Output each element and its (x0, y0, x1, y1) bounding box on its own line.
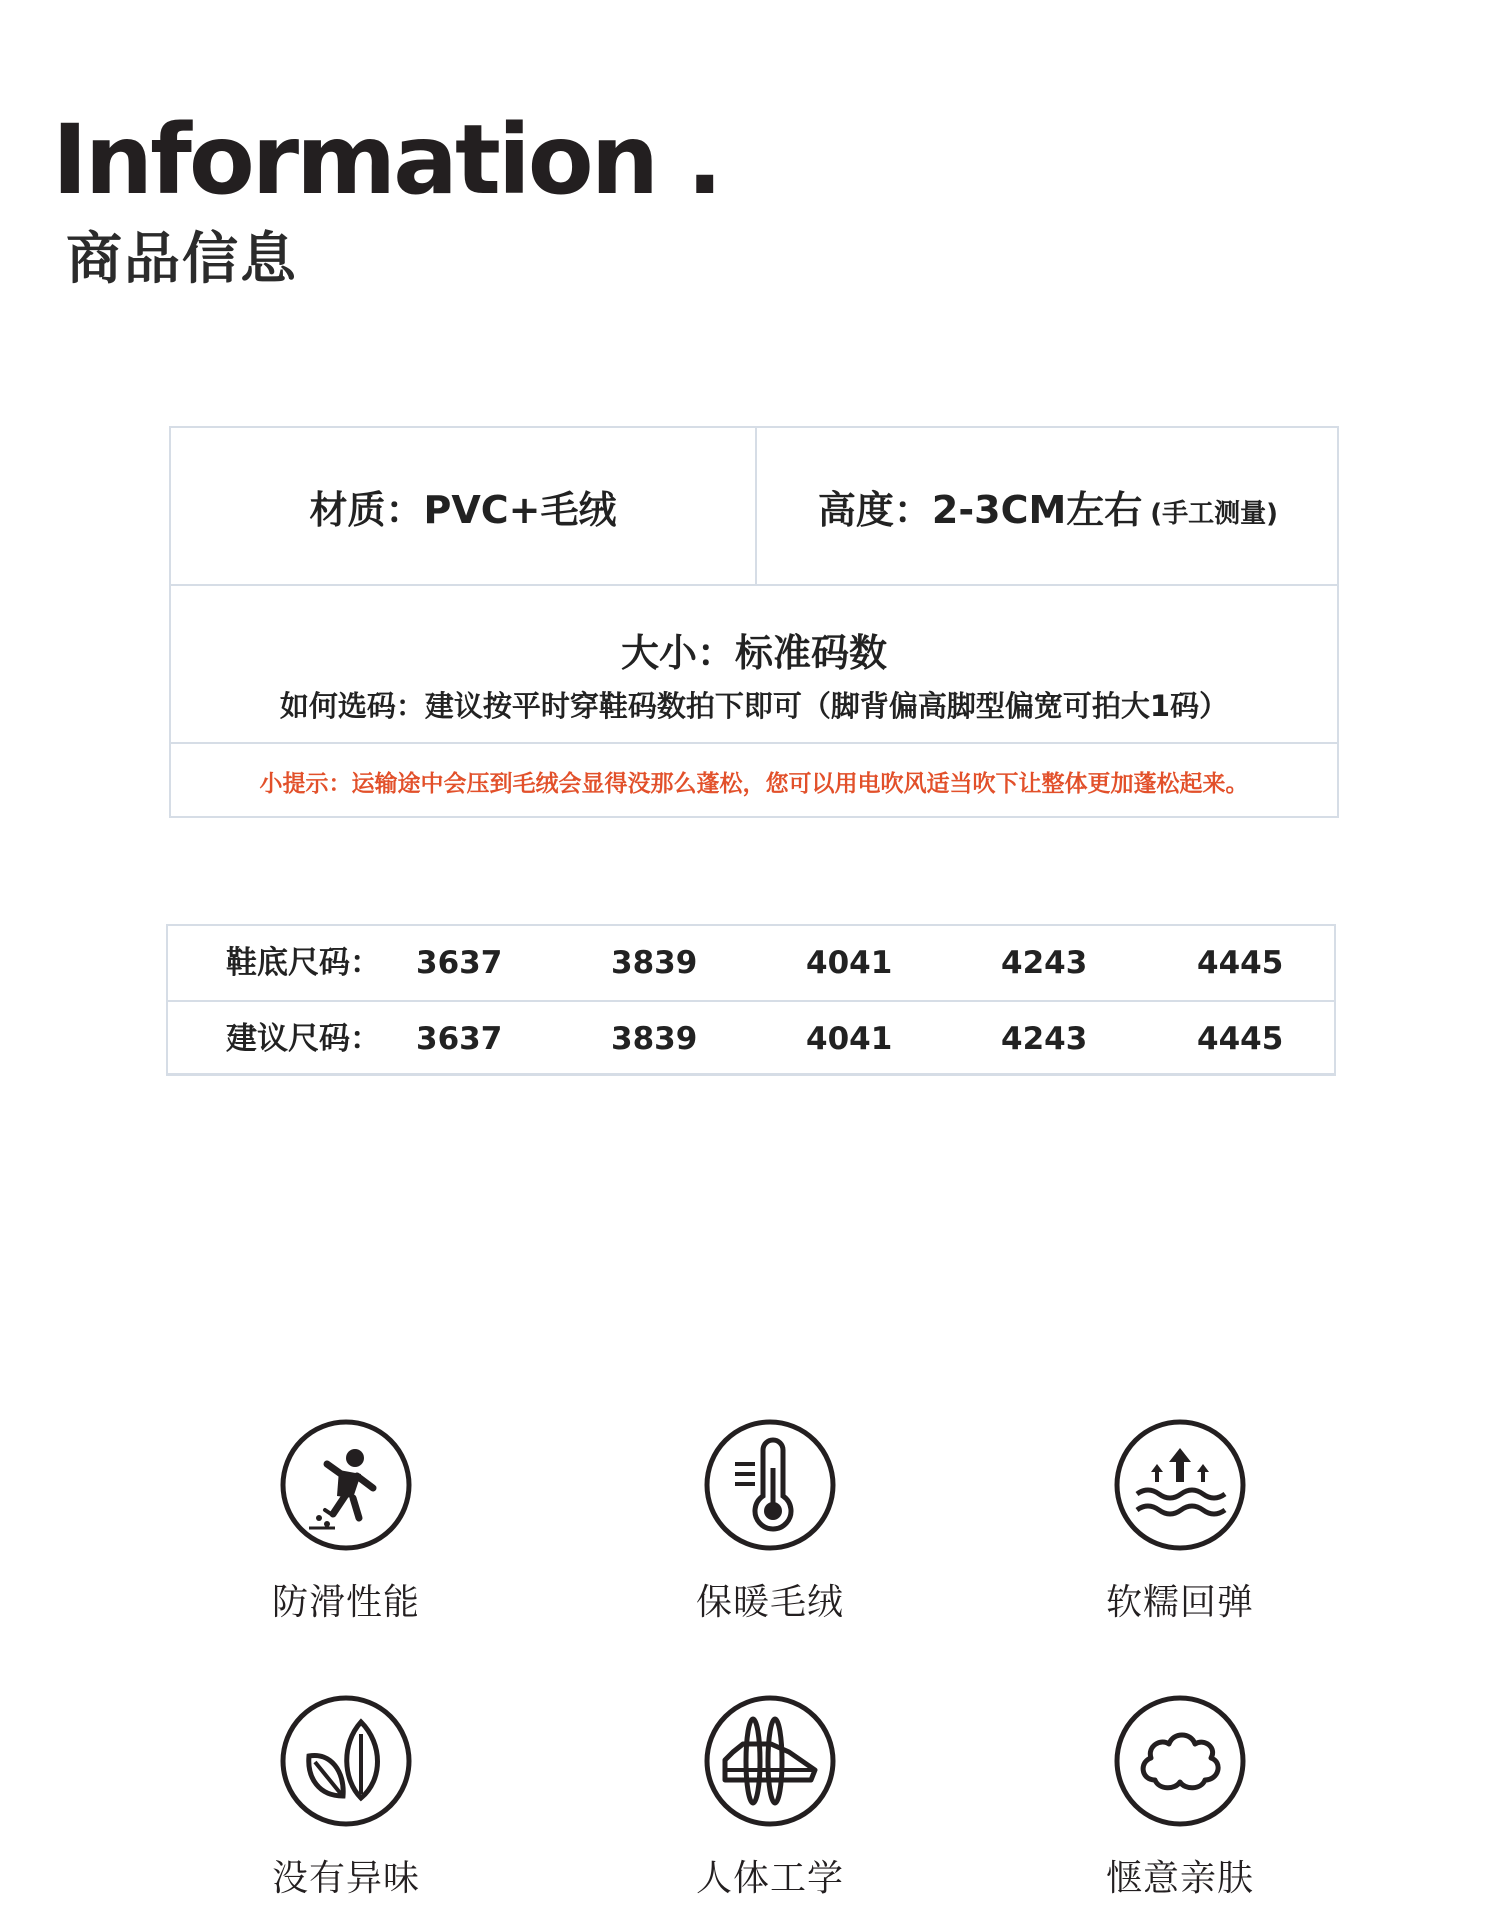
anti-slip-icon (279, 1418, 413, 1552)
height-cell (757, 428, 1339, 584)
size-value: 4243 (1001, 945, 1088, 981)
size-value: 4243 (1001, 1021, 1088, 1057)
table-row (168, 1002, 1334, 1076)
row-label: 鞋底尺码： (226, 945, 381, 981)
height-note: (手工测量) (1150, 498, 1279, 529)
feature-label: 惬意亲肤 (1105, 1858, 1254, 1899)
feature-label: 人体工学 (695, 1858, 844, 1899)
info-row-size (171, 586, 1337, 744)
feature-warm-plush (640, 1418, 900, 1625)
thermometer-icon (703, 1418, 837, 1552)
rebound-icon (1113, 1418, 1247, 1552)
feature-label: 防滑性能 (271, 1582, 420, 1623)
material-text: 材质：PVC+毛绒 (309, 487, 617, 532)
feature-no-odor (216, 1694, 476, 1901)
reminder-text: 小提示：运输途中会压到毛绒会显得没那么蓬松，您可以用电吹风适当吹下让整体更加蓬松起来。 (259, 770, 1249, 797)
size-selection-tip: 如何选码：建议按平时穿鞋码数拍下即可（脚背偏高脚型偏宽可拍大1码） (279, 689, 1229, 723)
size-value: 3637 (416, 945, 503, 981)
feature-ergonomic (640, 1694, 900, 1901)
size-value: 4445 (1197, 945, 1284, 981)
height-text: 高度：2-3CM左右 (817, 487, 1143, 532)
size-value: 4041 (806, 945, 893, 981)
row-label: 建议尺码： (226, 1021, 381, 1057)
size-table (166, 924, 1336, 1076)
info-row-material-height (171, 428, 1337, 586)
material-cell (171, 428, 755, 584)
leaf-icon (279, 1694, 413, 1828)
cloud-icon (1113, 1694, 1247, 1828)
ergonomic-shoe-icon (703, 1694, 837, 1828)
size-value: 3839 (611, 1021, 698, 1057)
size-value: 4445 (1197, 1021, 1284, 1057)
product-info-table (169, 426, 1339, 818)
table-row (168, 926, 1334, 1002)
size-value: 3637 (416, 1021, 503, 1057)
page-title-zh: 商品信息 (66, 227, 298, 292)
feature-label: 保暖毛绒 (695, 1582, 844, 1623)
size-title: 大小：标准码数 (620, 631, 887, 675)
feature-label: 没有异味 (271, 1858, 420, 1899)
page-title-en: Information . (52, 104, 720, 216)
size-value: 3839 (611, 945, 698, 981)
feature-label: 软糯回弹 (1105, 1582, 1254, 1623)
feature-soft-rebound (1050, 1418, 1310, 1625)
reminder-row (171, 744, 1337, 818)
feature-anti-slip (216, 1418, 476, 1625)
size-value: 4041 (806, 1021, 893, 1057)
feature-skin-friendly (1050, 1694, 1310, 1901)
